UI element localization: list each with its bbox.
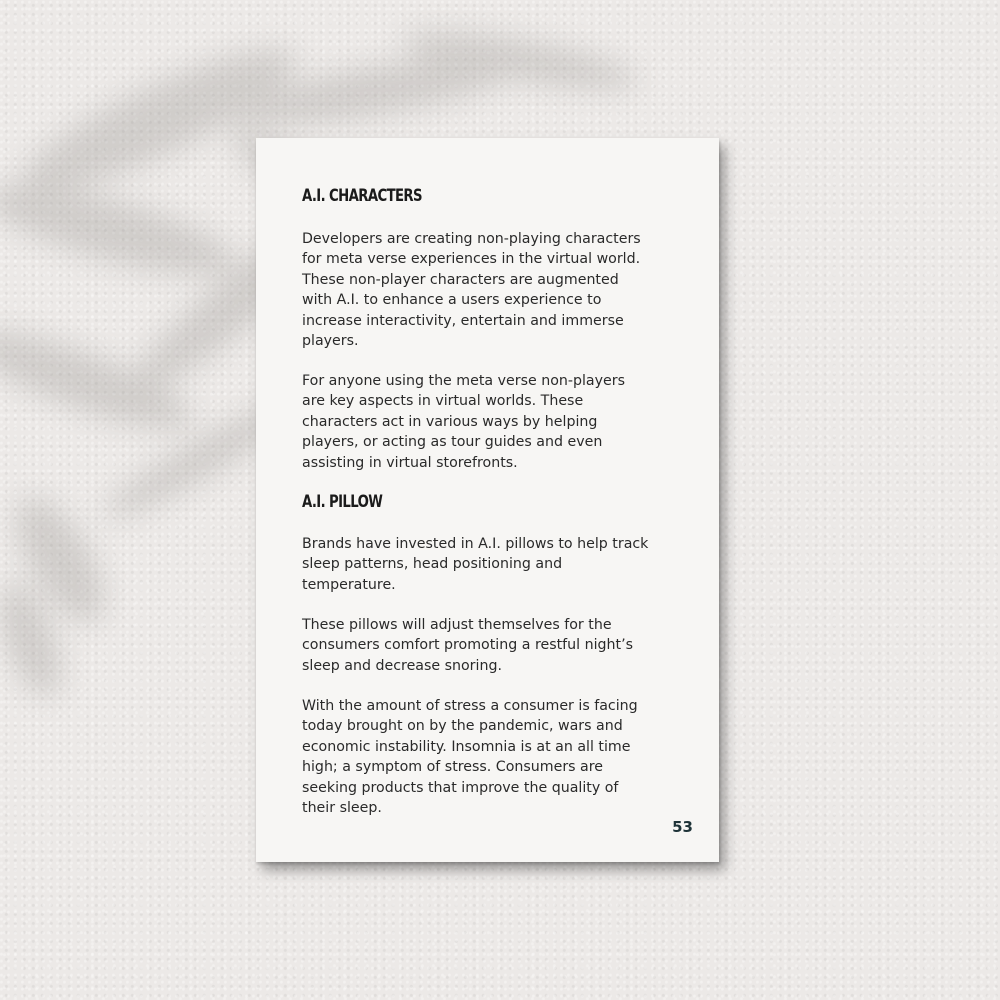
paragraph-pillow-comfort: These pillows will adjust themselves for the consumers comfort promoting a restful night’s sleep and decrease snoring. xyxy=(302,617,633,674)
paragraph-npc-uses: For anyone using the meta verse non-players are key aspects in virtual worlds. These characters act in various ways by helping players, or acting as tour guides and even assisting in virtual storefronts. xyxy=(302,373,625,471)
page-number: 53 xyxy=(672,818,693,836)
paragraph-pillow-stress: With the amount of stress a consumer is facing today brought on by the pandemic, wars and economic instability. Insomnia is at an all time high; a symptom of stress. Consumers are seeking products that improve the quality of their sleep. xyxy=(302,698,638,817)
section-heading-ai-characters: A.I. CHARACTERS xyxy=(302,186,422,206)
paragraph-npc-intro: Developers are creating non-playing characters for meta verse experiences in the virtual world. These non-player characters are augmented with A.I. to enhance a users experience to increase interactivity, entertain and immerse players. xyxy=(302,231,641,350)
paragraph-pillow-intro: Brands have invested in A.I. pillows to help track sleep patterns, head positioning and temperature. xyxy=(302,536,649,593)
document-page xyxy=(256,138,719,862)
section-heading-ai-pillow: A.I. PILLOW xyxy=(302,492,383,512)
